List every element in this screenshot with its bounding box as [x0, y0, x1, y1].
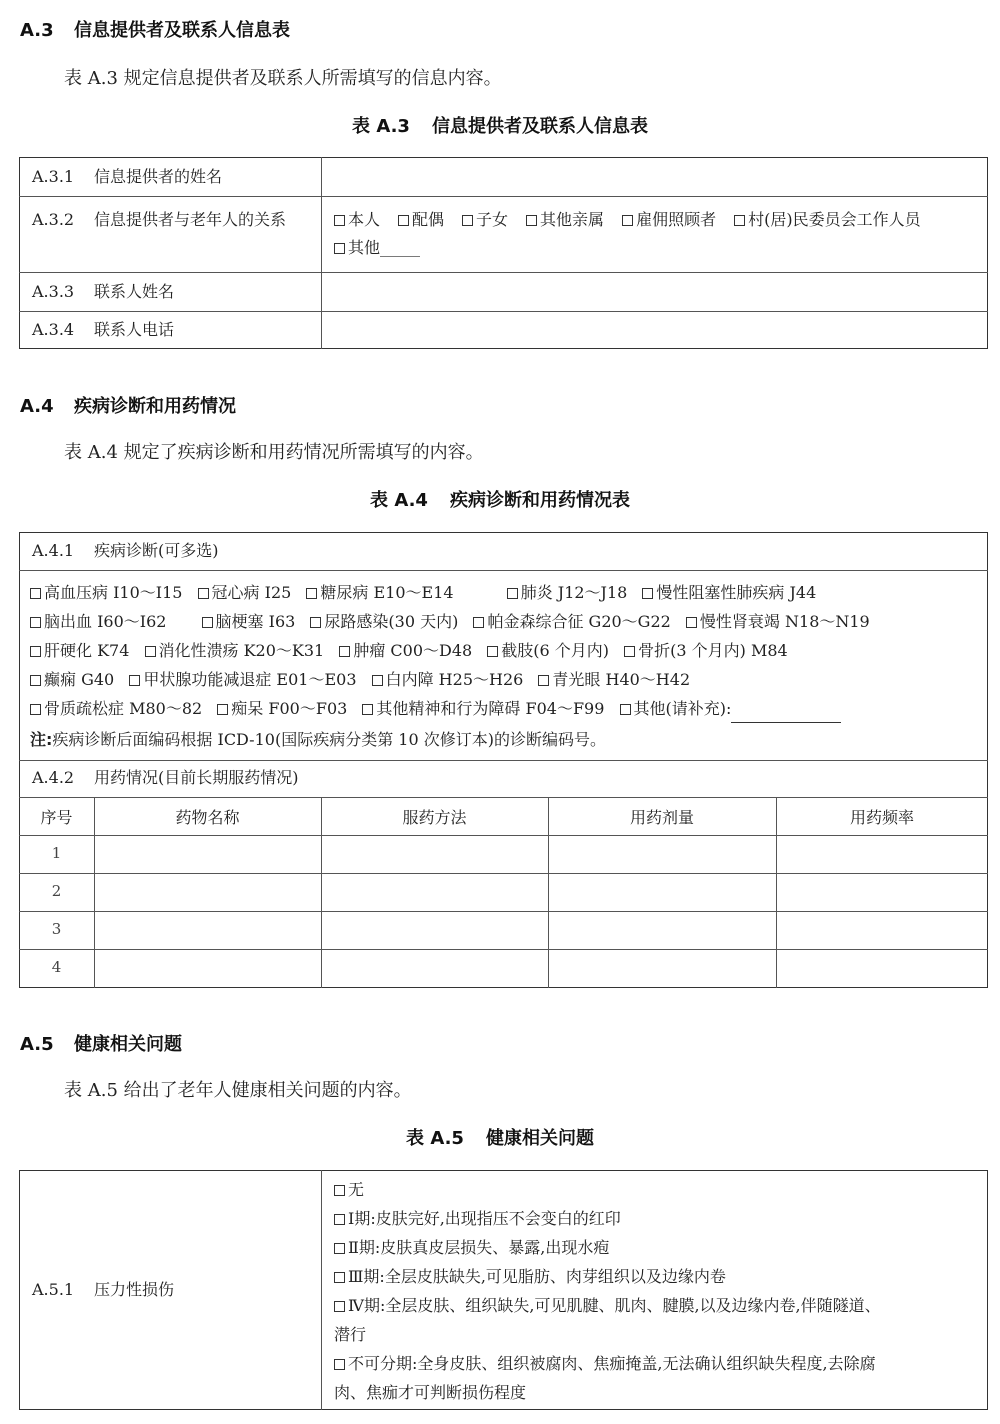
checkbox-icon	[334, 1243, 345, 1254]
checkbox-option[interactable]: 截肢(6 个月内)	[487, 636, 609, 665]
table-number: 表 A.5	[406, 1128, 464, 1149]
checkbox-icon	[526, 215, 537, 226]
note-prefix: 注:	[30, 730, 53, 749]
checkbox-option[interactable]: 骨质疏松症 M80～82	[30, 694, 202, 723]
checkbox-option[interactable]: 尿路感染(30 天内)	[310, 607, 458, 636]
diagnosis-row	[30, 578, 826, 607]
diagnosis-row	[30, 694, 841, 723]
checkbox-option[interactable]: 雇佣照顾者	[622, 206, 716, 234]
checkbox-option[interactable]: 白内障 H25～H26	[372, 665, 524, 694]
checkbox-option[interactable]: 肿瘤 C00～D48	[339, 636, 472, 665]
checkbox-icon	[507, 588, 518, 599]
checkbox-icon	[334, 1359, 345, 1370]
checkbox-icon	[538, 675, 549, 686]
column-header: 用药剂量	[629, 808, 694, 827]
checkbox-icon	[217, 704, 228, 715]
checkbox-icon	[487, 646, 498, 657]
checkbox-icon	[462, 215, 473, 226]
checkbox-option[interactable]: 本人	[334, 206, 380, 234]
table-caption: 健康相关问题	[485, 1128, 594, 1149]
checkbox-icon	[30, 704, 41, 715]
checkbox-option[interactable]: 其他亲属	[526, 206, 604, 234]
option-continuation: 肉、焦痂才可判断损伤程度	[334, 1383, 527, 1402]
section-number: A.4	[20, 396, 54, 417]
checkbox-option[interactable]: 不可分期:全身皮肤、组织被腐肉、焦痂掩盖,无法确认组织缺失程度,去除腐	[334, 1349, 984, 1378]
row-label: A.3.3 联系人姓名	[32, 282, 175, 301]
table-number: 表 A.3	[352, 116, 410, 137]
checkbox-icon	[398, 215, 409, 226]
column-header: 用药频率	[849, 808, 914, 827]
diagnosis-row	[30, 665, 700, 694]
checkbox-option[interactable]: 帕金森综合征 G20～G22	[473, 607, 670, 636]
checkbox-icon	[30, 617, 41, 628]
checkbox-icon	[642, 588, 653, 599]
checkbox-icon	[145, 646, 156, 657]
checkbox-icon	[30, 588, 41, 599]
section-intro: 表 A.5 给出了老年人健康相关问题的内容。	[64, 1080, 412, 1101]
checkbox-icon	[198, 588, 209, 599]
diagnosis-caption: A.4.1 疾病诊断(可多选)	[32, 541, 219, 560]
checkbox-option[interactable]: 糖尿病 E10～E14	[306, 578, 453, 607]
checkbox-option[interactable]: 癫痫 G40	[30, 665, 114, 694]
checkbox-option[interactable]: 慢性肾衰竭 N18～N19	[686, 607, 870, 636]
checkbox-option[interactable]: 其他_____	[334, 234, 420, 262]
table-title-a4	[0, 486, 1000, 512]
checkbox-icon	[362, 704, 373, 715]
checkbox-icon	[30, 646, 41, 657]
checkbox-option[interactable]: 消化性溃疡 K20～K31	[145, 636, 325, 665]
section-intro: 表 A.4 规定了疾病诊断和用药情况所需填写的内容。	[64, 442, 484, 463]
table-caption: 疾病诊断和用药情况表	[449, 490, 630, 511]
section-title: 健康相关问题	[74, 1034, 182, 1055]
row-label: A.3.2 信息提供者与老年人的关系	[32, 210, 287, 229]
checkbox-option[interactable]: 无	[334, 1175, 984, 1204]
row-number: 2	[51, 882, 62, 900]
checkbox-icon	[686, 617, 697, 628]
diagnosis-row	[30, 636, 798, 665]
section-heading-a5	[20, 1030, 182, 1056]
checkbox-icon	[334, 1301, 345, 1312]
medication-caption: A.4.2 用药情况(目前长期服药情况)	[32, 768, 299, 787]
row-label: A.3.4 联系人电话	[32, 320, 175, 339]
section-heading-a4	[20, 392, 236, 418]
checkbox-icon	[334, 1214, 345, 1225]
checkbox-option[interactable]: 青光眼 H40～H42	[538, 665, 690, 694]
diagnosis-row	[30, 607, 880, 636]
checkbox-option[interactable]: Ⅲ期:全层皮肤缺失,可见脂肪、肉芽组织以及边缘内卷	[334, 1262, 984, 1291]
checkbox-option[interactable]: 甲状腺功能减退症 E01～E03	[129, 665, 356, 694]
other-blank-field[interactable]	[731, 704, 841, 723]
section-number: A.3	[20, 20, 54, 41]
checkbox-option[interactable]: 肺炎 J12～J18	[507, 578, 628, 607]
checkbox-option[interactable]: 慢性阻塞性肺疾病 J44	[642, 578, 816, 607]
column-header: 服药方法	[402, 808, 467, 827]
table-caption: 信息提供者及联系人信息表	[431, 116, 648, 137]
row-label: A.5.1 压力性损伤	[32, 1280, 175, 1299]
checkbox-icon	[30, 675, 41, 686]
row-number: 1	[51, 844, 62, 862]
section-number: A.5	[20, 1034, 54, 1055]
checkbox-icon	[129, 675, 140, 686]
row-number: 3	[51, 920, 62, 938]
column-header: 序号	[40, 808, 73, 827]
table-number: 表 A.4	[370, 490, 428, 511]
checkbox-option[interactable]: 冠心病 I25	[198, 578, 292, 607]
checkbox-icon	[334, 1272, 345, 1283]
checkbox-option[interactable]: 其他精神和行为障碍 F04～F99	[362, 694, 604, 723]
checkbox-option[interactable]: 子女	[462, 206, 508, 234]
diagnosis-note	[30, 727, 606, 750]
checkbox-option[interactable]: 高血压病 I10～I15	[30, 578, 182, 607]
checkbox-option[interactable]: 痴呆 F00～F03	[217, 694, 347, 723]
section-title: 信息提供者及联系人信息表	[74, 20, 290, 41]
checkbox-option[interactable]: 脑梗塞 I63	[202, 607, 296, 636]
column-header: 药物名称	[175, 808, 240, 827]
checkbox-icon	[202, 617, 213, 628]
checkbox-option[interactable]: Ⅱ期:皮肤真皮层损失、暴露,出现水疱	[334, 1233, 984, 1262]
section-intro: 表 A.3 规定信息提供者及联系人所需填写的信息内容。	[64, 68, 502, 89]
checkbox-icon	[310, 617, 321, 628]
checkbox-icon	[339, 646, 350, 657]
section-heading-a3	[20, 16, 290, 42]
checkbox-option[interactable]: 村(居)民委员会工作人员	[734, 206, 921, 234]
checkbox-icon	[473, 617, 484, 628]
note-text: 疾病诊断后面编码根据 ICD-10(国际疾病分类第 10 次修订本)的诊断编码号。	[52, 730, 606, 749]
checkbox-icon	[334, 243, 345, 254]
checkbox-option[interactable]: 配偶	[398, 206, 444, 234]
table-title-a3	[0, 112, 1000, 138]
checkbox-option[interactable]: 其他(请补充):	[620, 694, 732, 723]
row-label: A.3.1 信息提供者的姓名	[32, 167, 223, 186]
section-title: 疾病诊断和用药情况	[74, 396, 236, 417]
checkbox-icon	[620, 704, 631, 715]
option-continuation: 潜行	[334, 1325, 367, 1344]
row-number: 4	[51, 958, 62, 976]
checkbox-option[interactable]: Ⅳ期:全层皮肤、组织缺失,可见肌腱、肌肉、腱膜,以及边缘内卷,伴随隧道、	[334, 1291, 984, 1320]
checkbox-option[interactable]: 脑出血 I60～I62	[30, 607, 166, 636]
checkbox-option[interactable]: Ⅰ期:皮肤完好,出现指压不会变白的红印	[334, 1204, 984, 1233]
checkbox-icon	[622, 215, 633, 226]
checkbox-option[interactable]: 肝硬化 K74	[30, 636, 129, 665]
checkbox-icon	[334, 1185, 345, 1196]
relation-options	[334, 206, 979, 262]
checkbox-icon	[624, 646, 635, 657]
checkbox-icon	[334, 215, 345, 226]
checkbox-icon	[372, 675, 383, 686]
checkbox-icon	[734, 215, 745, 226]
table-title-a5	[0, 1124, 1000, 1150]
pressure-injury-options	[334, 1175, 984, 1407]
checkbox-option[interactable]: 骨折(3 个月内) M84	[624, 636, 788, 665]
checkbox-icon	[306, 588, 317, 599]
